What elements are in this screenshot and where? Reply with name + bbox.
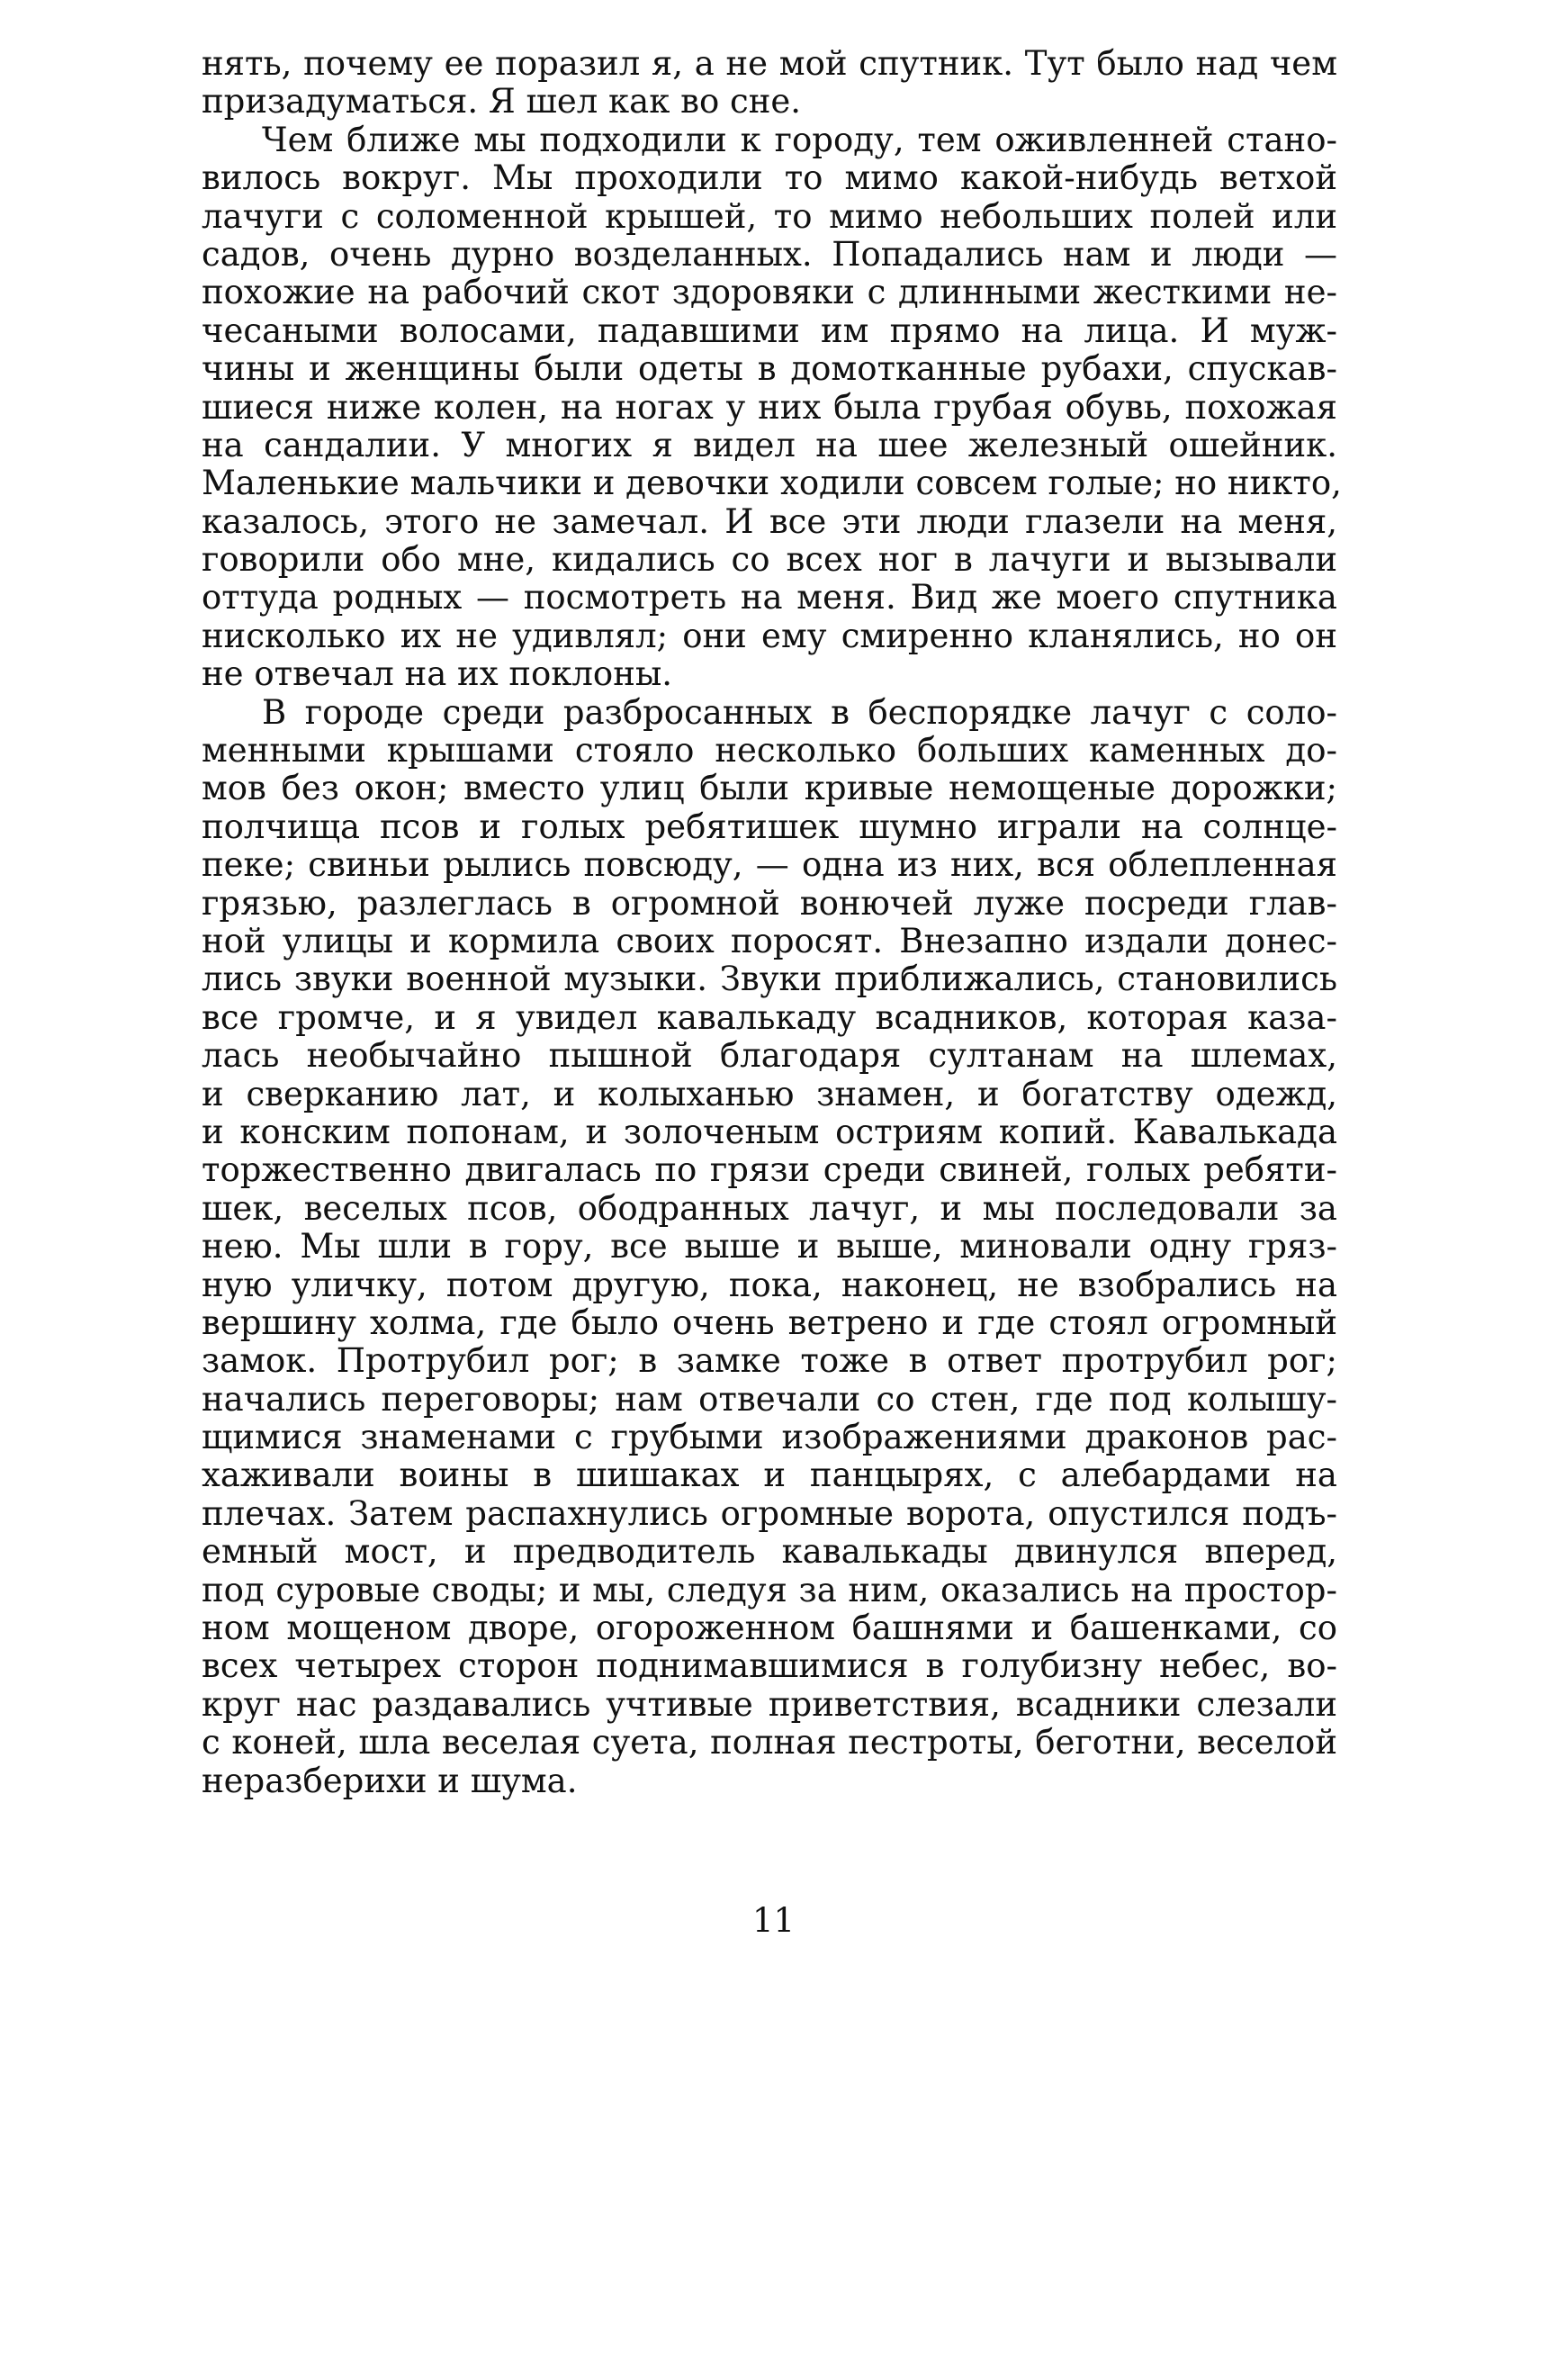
text-line: не отвечал на их поклоны. xyxy=(202,654,673,694)
text-line: и конским попонам, и золоченым остриям копий. Кавалькада xyxy=(202,1112,1337,1151)
text-line: чесаными волосами, падавшими им прямо на лица. И муж- xyxy=(202,311,1337,350)
text-line: круг нас раздавались учтивые приветствия, всадники слезали xyxy=(202,1684,1337,1724)
text-line: Маленькие мальчики и девочки ходили совсем голые; но никто, xyxy=(202,464,1342,503)
text-line: на сандалии. У многих я видел на шее железный ошейник. xyxy=(202,425,1337,464)
text-line: плечах. Затем распахнулись огромные ворота, опустился подъ- xyxy=(202,1493,1337,1533)
text-line: шек, веселых псов, ободранных лачуг, и мы последовали за xyxy=(202,1188,1337,1228)
text-line: Чем ближе мы подходили к городу, тем оживленней стано- xyxy=(262,120,1337,159)
text-line: лись звуки военной музыки. Звуки приближались, становились xyxy=(202,960,1337,999)
text-line: вершину холма, где было очень ветрено и где стоял огромный xyxy=(202,1303,1337,1342)
text-line: В городе среди разбросанных в беспорядке лачуг с соло- xyxy=(262,692,1337,732)
text-line: емный мост, и предводитель кавалькады двинулся вперед, xyxy=(202,1532,1337,1572)
paragraph-2 xyxy=(202,120,1342,694)
text-line: говорили обо мне, кидались со всех ног в лачуги и вызывали xyxy=(202,540,1337,580)
text-line: призадуматься. Я шел как во сне. xyxy=(202,82,802,122)
text-line: и сверканию лат, и колыханью знамен, и богатству одежд, xyxy=(202,1074,1337,1113)
page-number: 11 xyxy=(751,1901,796,1940)
body-text xyxy=(202,44,1342,1800)
text-line: мов без окон; вместо улиц были кривые немощеные дорожки; xyxy=(202,769,1337,808)
text-line: менными крышами стояло несколько больших каменных до- xyxy=(202,731,1337,771)
text-line: ной улицы и кормила своих поросят. Внезапно издали донес- xyxy=(202,921,1337,960)
text-line: всех четырех сторон поднимавшимися в голубизну небес, во- xyxy=(202,1646,1337,1686)
text-line: неразберихи и шума. xyxy=(202,1761,578,1800)
text-line: полчища псов и голых ребятишек шумно играли на солнце- xyxy=(202,807,1337,846)
paragraph-3 xyxy=(202,694,1337,1800)
text-line: замок. Протрубил рог; в замке тоже в ответ протрубил рог; xyxy=(202,1341,1337,1381)
text-line: ном мощеном дворе, огороженном башнями и башенками, со xyxy=(202,1609,1337,1648)
text-line: щимися знаменами с грубыми изображениями драконов рас- xyxy=(202,1418,1337,1457)
text-line: все громче, и я увидел кавалькаду всадников, которая каза- xyxy=(202,997,1337,1037)
text-line: шиеся ниже колен, на ногах у них была грубая обувь, похожая xyxy=(202,387,1337,427)
text-line: торжественно двигалась по грязи среди свиней, голых ребяти- xyxy=(202,1150,1337,1190)
text-line: лась необычайно пышной благодаря султанам на шлемах, xyxy=(202,1036,1337,1076)
text-line: лачуги с соломенной крышей, то мимо небольших полей или xyxy=(202,196,1337,236)
text-line: садов, очень дурно возделанных. Попадались нам и люди — xyxy=(202,234,1337,274)
text-line: оттуда родных — посмотреть на меня. Вид же моего спутника xyxy=(202,578,1337,618)
text-line: начались переговоры; нам отвечали со стен, где под колышу- xyxy=(202,1379,1337,1419)
text-line: хаживали воины в шишаках и панцырях, с алебардами на xyxy=(202,1456,1337,1495)
text-line: с коней, шла веселая суета, полная пестроты, беготни, веселой xyxy=(202,1723,1337,1762)
text-line: казалось, этого не замечал. И все эти люди глазели на меня, xyxy=(202,501,1337,541)
text-line: ную уличку, потом другую, пока, наконец, не взобрались на xyxy=(202,1265,1337,1304)
text-line: вилось вокруг. Мы проходили то мимо какой-нибудь ветхой xyxy=(202,158,1337,198)
text-line: похожие на рабочий скот здоровяки с длинными жесткими не- xyxy=(202,273,1337,312)
text-line: нею. Мы шли в гору, все выше и выше, миновали одну гряз- xyxy=(202,1227,1337,1267)
text-line: пеке; свиньи рылись повсюду, — одна из них, вся облепленная xyxy=(202,845,1337,885)
paragraph-1 xyxy=(202,45,1337,122)
text-line: нять, почему ее поразил я, а не мой спутник. Тут было над чем xyxy=(202,44,1337,83)
text-line: под суровые своды; и мы, следуя за ним, оказались на простор- xyxy=(202,1570,1337,1609)
text-line: нисколько их не удивлял; они ему смиренно кланялись, но он xyxy=(202,616,1337,655)
text-line: чины и женщины были одеты в домотканные рубахи, спускав- xyxy=(202,349,1337,389)
text-line: грязью, разлеглась в огромной вонючей луже посреди глав- xyxy=(202,883,1337,923)
